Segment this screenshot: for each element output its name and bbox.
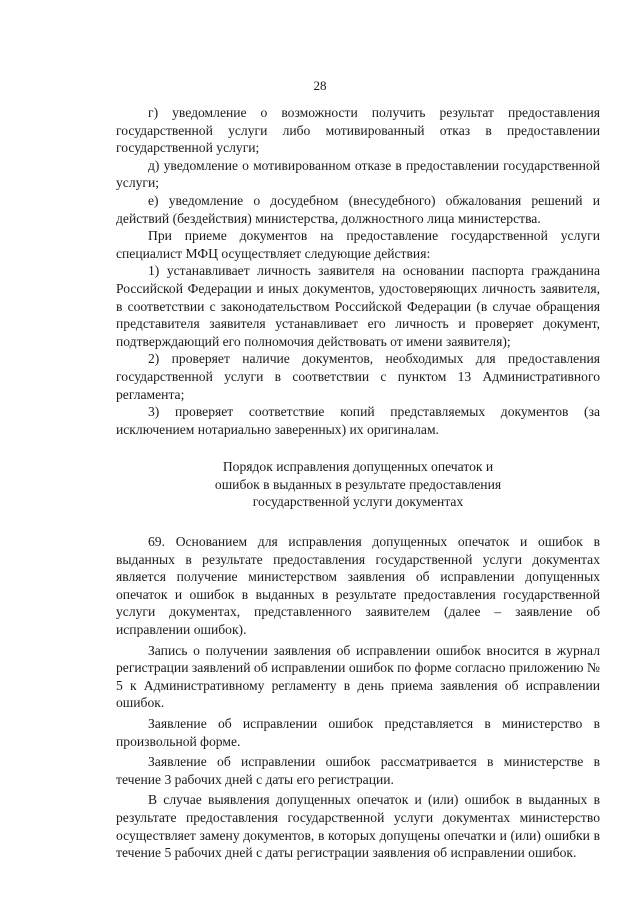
paragraph: Заявление об исправлении ошибок рассматривается в министерстве в течение 3 рабочих дней с даты его регистрации. [116,754,600,787]
action-1: 1) устанавливает личность заявителя на основании паспорта гражданина Российской Федерации и иных документов, удостоверяющих личность заявителя, в соответствии с законодательством Российской Федерации (в случае обращения представителя заявителя устанавливает его личность и проверяет документ, подтверждающий его полномочия действовать от имени заявителя); [116,263,600,349]
item-d: д) уведомление о мотивированном отказе в предоставлении государственной услуги; [116,157,600,191]
action-3: 3) проверяет соответствие копий представляемых документов (за исключением нотариально заверенных) их оригиналам. [116,404,600,437]
item-g: г) уведомление о возможности получить результат предоставления государственной услуги либо мотивированный отказ в предоставлении государственной услуги; [116,105,600,156]
item-e: е) уведомление о досудебном (внесудебного) обжалования решений и действий (бездействия) министерства, должностного лица министерства. [116,192,600,226]
paragraph-69: 69. Основанием для исправления допущенных опечаток и ошибок в выданных в результате предоставления государственной услуги документах является получение министерством заявления об исправлении допущенных опечаток и ошибок в выданных в результате предоставления государственной услуги документах, представленного заявителем (далее – заявление об исправлении ошибок). [116,534,600,638]
page-number: 28 [313,78,327,93]
paragraph: В случае выявления допущенных опечаток и (или) ошибок в выданных в результате предоставления государственной услуги документах министерство осуществляет замену документов, в которых допущены опечатки и (или) ошибки в течение 5 рабочих дней с даты регистрации заявления об исправлении ошибок. [116,792,600,861]
paragraph: Заявление об исправлении ошибок представляется в министерство в произвольной форме. [116,716,600,749]
heading-line: ошибок в выданных в результате предоставления [214,476,502,492]
action-2: 2) проверяет наличие документов, необходимых для предоставления государственной услуги в соответствии с пунктом 13 Административного регламента; [116,351,600,402]
heading-line: Порядок исправления допущенных опечаток и [222,459,494,475]
heading-line: государственной услуги документах [252,494,464,510]
paragraph: Запись о получении заявления об исправлении ошибок вносится в журнал регистрации заявлений об исправлении ошибок по форме согласно приложению № 5 к Административному регламенту в день приема заявления об исправлении ошибок. [116,642,600,711]
document-body [116,104,600,862]
section-heading [116,458,600,511]
intro-paragraph: При приеме документов на предоставление государственной услуги специалист МФЦ осуществляет следующие действия: [116,228,600,261]
